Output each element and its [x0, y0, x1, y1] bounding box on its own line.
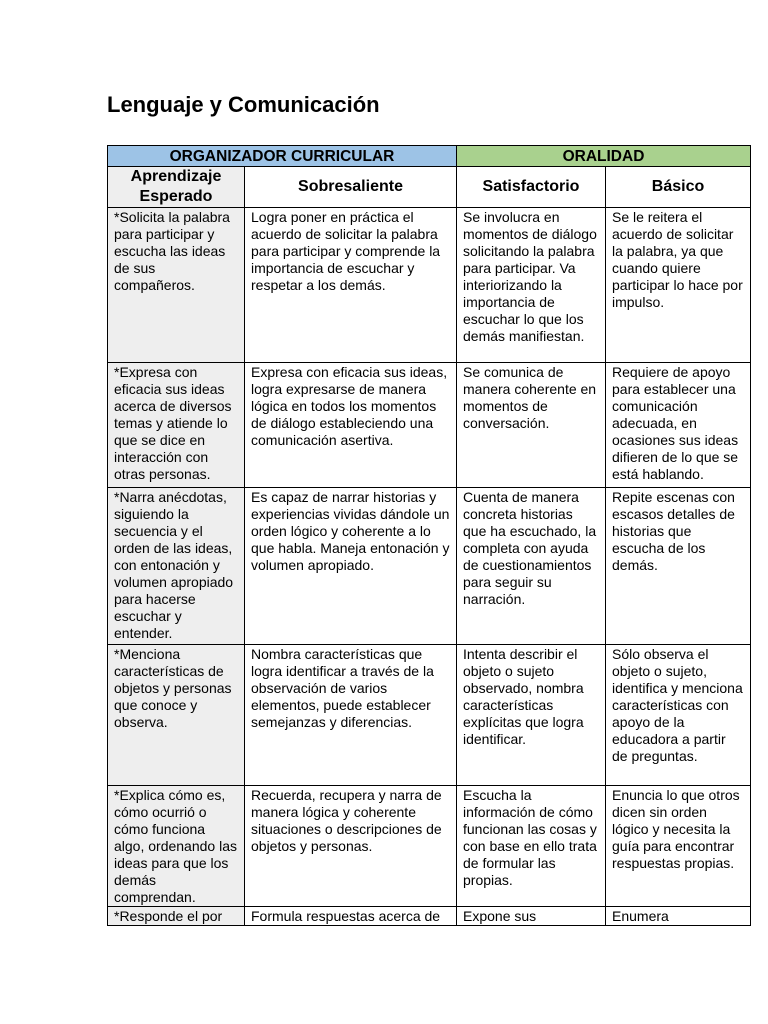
area-header: ORALIDAD — [457, 146, 751, 167]
satisfactorio-cell: Cuenta de manera concreta historias que ha escuchado, la completa con ayuda de cuestionamientos para seguir su narración. — [457, 488, 606, 645]
aprendizaje-cell: *Solicita la palabra para participar y escucha las ideas de sus compañeros. — [108, 208, 245, 363]
page-title: Lenguaje y Comunicación — [107, 92, 380, 117]
aprendizaje-cell: *Narra anécdotas, siguiendo la secuencia y el orden de las ideas, con entonación y volumen apropiado para hacerse escuchar y entender. — [108, 488, 245, 645]
table-row — [108, 907, 751, 926]
column-header-aprendizaje: Aprendizaje Esperado — [108, 167, 245, 208]
column-header-satisfactorio: Satisfactorio — [457, 167, 606, 208]
basico-cell: Requiere de apoyo para establecer una comunicación adecuada, en ocasiones sus ideas difieren de lo que se está hablando. — [606, 363, 751, 488]
sobresaliente-cell: Logra poner en práctica el acuerdo de solicitar la palabra para participar y comprende la importancia de escuchar y respetar a los demás. — [245, 208, 457, 363]
table-row — [108, 363, 751, 488]
satisfactorio-cell: Se involucra en momentos de diálogo solicitando la palabra para participar. Va interiorizando la importancia de escuchar lo que los demás manifiestan. — [457, 208, 606, 363]
basico-cell: Se le reitera el acuerdo de solicitar la palabra, ya que cuando quiere participar lo hace por impulso. — [606, 208, 751, 363]
sobresaliente-cell: Formula respuestas acerca de — [245, 907, 457, 926]
basico-cell: Enuncia lo que otros dicen sin orden lógico y necesita la guía para encontrar respuestas propias. — [606, 786, 751, 907]
basico-cell: Repite escenas con escasos detalles de historias que escucha de los demás. — [606, 488, 751, 645]
column-header-sobresaliente: Sobresaliente — [245, 167, 457, 208]
basico-cell: Enumera — [606, 907, 751, 926]
table-row — [108, 786, 751, 907]
sobresaliente-cell: Es capaz de narrar historias y experiencias vividas dándole un orden lógico y coherente a lo que habla. Maneja entonación y volumen apropiado. — [245, 488, 457, 645]
aprendizaje-cell: *Explica cómo es, cómo ocurrió o cómo funciona algo, ordenando las ideas para que los demás comprendan. — [108, 786, 245, 907]
satisfactorio-cell: Expone sus — [457, 907, 606, 926]
organizer-header: ORGANIZADOR CURRICULAR — [108, 146, 457, 167]
table-row — [108, 645, 751, 786]
column-header-row — [108, 167, 751, 208]
table-row — [108, 208, 751, 363]
sobresaliente-cell: Nombra características que logra identificar a través de la observación de varios elementos, puede establecer semejanzas y diferencias. — [245, 645, 457, 786]
sobresaliente-cell: Recuerda, recupera y narra de manera lógica y coherente situaciones o descripciones de objetos y personas. — [245, 786, 457, 907]
satisfactorio-cell: Escucha la información de cómo funcionan las cosas y con base en ello trata de formular las propias. — [457, 786, 606, 907]
rubric-table — [107, 145, 751, 926]
aprendizaje-cell: *Responde el por — [108, 907, 245, 926]
basico-cell: Sólo observa el objeto o sujeto, identifica y menciona características con apoyo de la educadora a partir de preguntas. — [606, 645, 751, 786]
satisfactorio-cell: Intenta describir el objeto o sujeto observado, nombra características explícitas que logra identificar. — [457, 645, 606, 786]
aprendizaje-cell: *Expresa con eficacia sus ideas acerca de diversos temas y atiende lo que se dice en interacción con otras personas. — [108, 363, 245, 488]
aprendizaje-cell: *Menciona características de objetos y personas que conoce y observa. — [108, 645, 245, 786]
sobresaliente-cell: Expresa con eficacia sus ideas, logra expresarse de manera lógica en todos los momentos de diálogo estableciendo una comunicación asertiva. — [245, 363, 457, 488]
column-header-basico: Básico — [606, 167, 751, 208]
table-header-row — [108, 146, 751, 167]
satisfactorio-cell: Se comunica de manera coherente en momentos de conversación. — [457, 363, 606, 488]
table-row — [108, 488, 751, 645]
